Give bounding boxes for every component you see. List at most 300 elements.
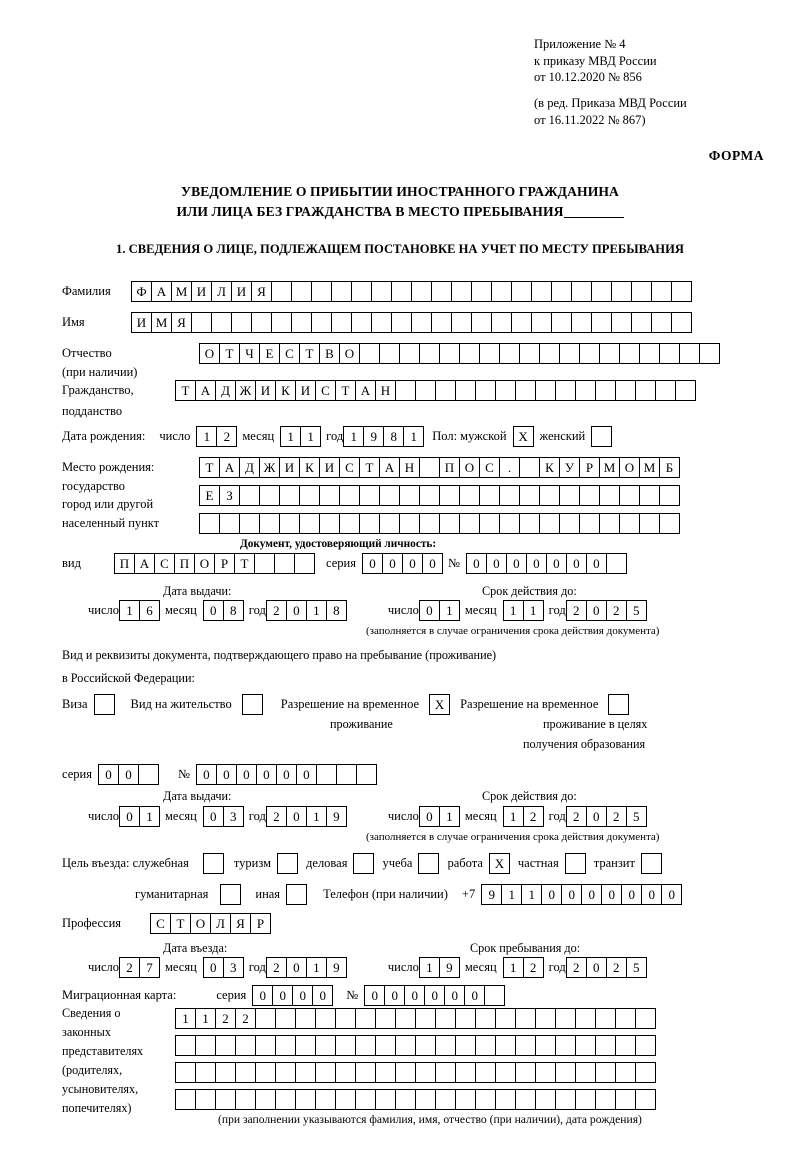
cell[interactable]: [611, 312, 632, 333]
cell[interactable]: 0: [98, 764, 119, 785]
cell[interactable]: 1: [195, 1008, 216, 1029]
id-issue-month-input[interactable]: [203, 600, 243, 621]
cell[interactable]: [555, 1062, 576, 1083]
cell[interactable]: 0: [118, 764, 139, 785]
cell[interactable]: М: [171, 281, 192, 302]
cell[interactable]: [599, 513, 620, 534]
cell[interactable]: С: [279, 343, 300, 364]
cell[interactable]: [379, 513, 400, 534]
cell[interactable]: [415, 380, 436, 401]
cell[interactable]: [255, 1035, 276, 1056]
id-doc-series-input[interactable]: [362, 553, 442, 574]
cell[interactable]: 1: [419, 957, 440, 978]
cell[interactable]: [195, 1062, 216, 1083]
cell[interactable]: [339, 513, 360, 534]
cell[interactable]: 1: [501, 884, 522, 905]
birth-year-input[interactable]: [343, 426, 423, 447]
cell[interactable]: П: [439, 457, 460, 478]
cell[interactable]: Т: [170, 913, 191, 934]
cell[interactable]: [315, 1062, 336, 1083]
cell[interactable]: Н: [375, 380, 396, 401]
cell[interactable]: [559, 485, 580, 506]
cell[interactable]: [475, 1008, 496, 1029]
cell[interactable]: Т: [219, 343, 240, 364]
cell[interactable]: [619, 485, 640, 506]
cell[interactable]: [311, 281, 332, 302]
cell[interactable]: [535, 1089, 556, 1110]
cell[interactable]: К: [275, 380, 296, 401]
cell[interactable]: [475, 1062, 496, 1083]
cell[interactable]: [399, 513, 420, 534]
cell[interactable]: И: [255, 380, 276, 401]
cell[interactable]: [439, 513, 460, 534]
cell[interactable]: [631, 281, 652, 302]
cell[interactable]: [359, 485, 380, 506]
cell[interactable]: [655, 380, 676, 401]
cell[interactable]: 0: [402, 553, 423, 574]
cell[interactable]: [659, 513, 680, 534]
cell[interactable]: [399, 343, 420, 364]
cell[interactable]: 2: [216, 426, 237, 447]
cell[interactable]: 0: [486, 553, 507, 574]
stay-issue-day-input[interactable]: [119, 806, 159, 827]
cell[interactable]: 1: [521, 884, 542, 905]
cell[interactable]: [499, 485, 520, 506]
cell[interactable]: [519, 457, 540, 478]
cell[interactable]: 1: [306, 957, 327, 978]
cell[interactable]: [615, 1089, 636, 1110]
cell[interactable]: Т: [299, 343, 320, 364]
cell[interactable]: [635, 1089, 656, 1110]
cell[interactable]: [531, 312, 552, 333]
cell[interactable]: [275, 1062, 296, 1083]
cell[interactable]: [355, 1062, 376, 1083]
cell[interactable]: 0: [586, 600, 607, 621]
stay-until-month-input[interactable]: [503, 957, 543, 978]
cell[interactable]: [431, 281, 452, 302]
cell[interactable]: [191, 312, 212, 333]
cell[interactable]: И: [131, 312, 152, 333]
legal-rep-input-1[interactable]: [175, 1008, 655, 1029]
cell[interactable]: [355, 1008, 376, 1029]
cell[interactable]: 1: [139, 806, 160, 827]
cell[interactable]: [195, 1035, 216, 1056]
cell[interactable]: С: [479, 457, 500, 478]
cell[interactable]: [415, 1035, 436, 1056]
cell[interactable]: [315, 1089, 336, 1110]
cell[interactable]: [619, 343, 640, 364]
cell[interactable]: [199, 513, 220, 534]
birth-month-input[interactable]: [280, 426, 320, 447]
cell[interactable]: [375, 1035, 396, 1056]
phone-input[interactable]: [481, 884, 681, 905]
purpose-work-checkbox[interactable]: X: [489, 853, 510, 874]
stay-series-input[interactable]: [98, 764, 158, 785]
cell[interactable]: 0: [203, 806, 224, 827]
cell[interactable]: 6: [139, 600, 160, 621]
cell[interactable]: [455, 1035, 476, 1056]
cell[interactable]: [495, 1008, 516, 1029]
cell[interactable]: [419, 457, 440, 478]
cell[interactable]: [495, 1062, 516, 1083]
cell[interactable]: Я: [171, 312, 192, 333]
cell[interactable]: 0: [216, 764, 237, 785]
cell[interactable]: [235, 1035, 256, 1056]
cell[interactable]: [555, 1089, 576, 1110]
cell[interactable]: 2: [606, 806, 627, 827]
cell[interactable]: [335, 1035, 356, 1056]
cell[interactable]: 3: [223, 957, 244, 978]
cell[interactable]: 0: [586, 553, 607, 574]
cell[interactable]: В: [319, 343, 340, 364]
cell[interactable]: О: [459, 457, 480, 478]
cell[interactable]: [294, 553, 315, 574]
cell[interactable]: [415, 1062, 436, 1083]
cell[interactable]: [375, 1062, 396, 1083]
cell[interactable]: [575, 1035, 596, 1056]
cell[interactable]: Д: [215, 380, 236, 401]
cell[interactable]: 0: [203, 600, 224, 621]
purpose-tourism-checkbox[interactable]: [277, 853, 298, 874]
cell[interactable]: [599, 343, 620, 364]
cell[interactable]: [331, 312, 352, 333]
cell[interactable]: 0: [506, 553, 527, 574]
profession-input[interactable]: [150, 913, 270, 934]
cell[interactable]: 0: [601, 884, 622, 905]
cell[interactable]: [255, 1062, 276, 1083]
cell[interactable]: 0: [541, 884, 562, 905]
edu-residence-checkbox[interactable]: [608, 694, 629, 715]
cell[interactable]: 2: [606, 957, 627, 978]
cell[interactable]: 1: [439, 600, 460, 621]
cell[interactable]: [295, 1008, 316, 1029]
id-valid-day-input[interactable]: [419, 600, 459, 621]
cell[interactable]: [475, 1035, 496, 1056]
cell[interactable]: [375, 1008, 396, 1029]
cell[interactable]: 0: [419, 806, 440, 827]
cell[interactable]: З: [219, 485, 240, 506]
cell[interactable]: [519, 513, 540, 534]
cell[interactable]: [399, 485, 420, 506]
cell[interactable]: [615, 1008, 636, 1029]
cell[interactable]: .: [499, 457, 520, 478]
cell[interactable]: [511, 312, 532, 333]
cell[interactable]: 1: [439, 806, 460, 827]
cell[interactable]: [555, 1035, 576, 1056]
cell[interactable]: Ч: [239, 343, 260, 364]
cell[interactable]: Ж: [235, 380, 256, 401]
cell[interactable]: 2: [266, 957, 287, 978]
cell[interactable]: [295, 1089, 316, 1110]
cell[interactable]: [319, 485, 340, 506]
cell[interactable]: [395, 1089, 416, 1110]
cell[interactable]: 8: [383, 426, 404, 447]
cell[interactable]: 0: [422, 553, 443, 574]
cell[interactable]: [271, 281, 292, 302]
cell[interactable]: С: [150, 913, 171, 934]
cell[interactable]: 1: [119, 600, 140, 621]
cell[interactable]: 0: [661, 884, 682, 905]
cell[interactable]: [371, 281, 392, 302]
cell[interactable]: [595, 1008, 616, 1029]
cell[interactable]: Б: [659, 457, 680, 478]
cell[interactable]: 0: [252, 985, 273, 1006]
cell[interactable]: 0: [286, 806, 307, 827]
cell[interactable]: Ф: [131, 281, 152, 302]
cell[interactable]: И: [279, 457, 300, 478]
id-doc-number-input[interactable]: [466, 553, 626, 574]
cell[interactable]: [235, 1062, 256, 1083]
cell[interactable]: 2: [566, 600, 587, 621]
cell[interactable]: М: [599, 457, 620, 478]
cell[interactable]: [315, 1035, 336, 1056]
cell[interactable]: [395, 1062, 416, 1083]
cell[interactable]: [611, 281, 632, 302]
birthplace-line-3-input[interactable]: [199, 513, 679, 534]
cell[interactable]: А: [151, 281, 172, 302]
cell[interactable]: 1: [523, 600, 544, 621]
cell[interactable]: И: [295, 380, 316, 401]
id-doc-kind-input[interactable]: [114, 553, 314, 574]
cell[interactable]: [619, 513, 640, 534]
cell[interactable]: А: [379, 457, 400, 478]
cell[interactable]: [595, 1035, 616, 1056]
cell[interactable]: 2: [566, 806, 587, 827]
cell[interactable]: [419, 343, 440, 364]
cell[interactable]: 2: [235, 1008, 256, 1029]
cell[interactable]: [195, 1089, 216, 1110]
cell[interactable]: [379, 343, 400, 364]
purpose-other-checkbox[interactable]: [286, 884, 307, 905]
cell[interactable]: Е: [259, 343, 280, 364]
cell[interactable]: [635, 1062, 656, 1083]
cell[interactable]: [595, 380, 616, 401]
cell[interactable]: [279, 485, 300, 506]
cell[interactable]: [559, 343, 580, 364]
cell[interactable]: [491, 281, 512, 302]
residence-permit-checkbox[interactable]: [242, 694, 263, 715]
cell[interactable]: [575, 1008, 596, 1029]
cell[interactable]: [259, 513, 280, 534]
cell[interactable]: Я: [230, 913, 251, 934]
cell[interactable]: [415, 1008, 436, 1029]
cell[interactable]: М: [151, 312, 172, 333]
id-valid-month-input[interactable]: [503, 600, 543, 621]
cell[interactable]: [659, 343, 680, 364]
cell[interactable]: [231, 312, 252, 333]
birth-day-input[interactable]: [196, 426, 236, 447]
cell[interactable]: [435, 1008, 456, 1029]
cell[interactable]: 5: [626, 957, 647, 978]
cell[interactable]: 1: [503, 957, 524, 978]
cell[interactable]: [275, 1008, 296, 1029]
cell[interactable]: [475, 1089, 496, 1110]
sex-female-checkbox[interactable]: [591, 426, 612, 447]
cell[interactable]: 0: [296, 764, 317, 785]
cell[interactable]: 1: [300, 426, 321, 447]
cell[interactable]: 0: [364, 985, 385, 1006]
cell[interactable]: [239, 513, 260, 534]
cell[interactable]: 0: [362, 553, 383, 574]
cell[interactable]: [639, 485, 660, 506]
cell[interactable]: [455, 1008, 476, 1029]
cell[interactable]: 2: [523, 806, 544, 827]
purpose-humanitarian-checkbox[interactable]: [220, 884, 241, 905]
cell[interactable]: 0: [546, 553, 567, 574]
cell[interactable]: 7: [139, 957, 160, 978]
cell[interactable]: [219, 513, 240, 534]
cell[interactable]: [591, 281, 612, 302]
cell[interactable]: 1: [503, 806, 524, 827]
cell[interactable]: А: [219, 457, 240, 478]
cell[interactable]: [435, 1089, 456, 1110]
cell[interactable]: [575, 1062, 596, 1083]
cell[interactable]: [335, 1062, 356, 1083]
stay-until-day-input[interactable]: [419, 957, 459, 978]
cell[interactable]: Т: [199, 457, 220, 478]
cell[interactable]: [575, 1089, 596, 1110]
cell[interactable]: [175, 1062, 196, 1083]
cell[interactable]: 9: [439, 957, 460, 978]
cell[interactable]: [336, 764, 357, 785]
cell[interactable]: Н: [399, 457, 420, 478]
cell[interactable]: [471, 281, 492, 302]
cell[interactable]: 0: [464, 985, 485, 1006]
cell[interactable]: И: [191, 281, 212, 302]
cell[interactable]: [539, 343, 560, 364]
cell[interactable]: 0: [561, 884, 582, 905]
cell[interactable]: 0: [119, 806, 140, 827]
cell[interactable]: О: [199, 343, 220, 364]
cell[interactable]: П: [174, 553, 195, 574]
cell[interactable]: [475, 380, 496, 401]
cell[interactable]: Л: [211, 281, 232, 302]
cell[interactable]: 0: [384, 985, 405, 1006]
cell[interactable]: [495, 1089, 516, 1110]
id-issue-day-input[interactable]: [119, 600, 159, 621]
cell[interactable]: [319, 513, 340, 534]
cell[interactable]: [606, 553, 627, 574]
cell[interactable]: 9: [363, 426, 384, 447]
cell[interactable]: [175, 1089, 196, 1110]
cell[interactable]: О: [619, 457, 640, 478]
cell[interactable]: [335, 1008, 356, 1029]
cell[interactable]: Е: [199, 485, 220, 506]
cell[interactable]: [499, 513, 520, 534]
cell[interactable]: 0: [526, 553, 547, 574]
cell[interactable]: О: [194, 553, 215, 574]
cell[interactable]: 1: [503, 600, 524, 621]
purpose-private-checkbox[interactable]: [565, 853, 586, 874]
cell[interactable]: Я: [251, 281, 272, 302]
cell[interactable]: [659, 485, 680, 506]
cell[interactable]: [515, 1008, 536, 1029]
cell[interactable]: [515, 380, 536, 401]
cell[interactable]: 2: [266, 806, 287, 827]
cell[interactable]: 1: [196, 426, 217, 447]
cell[interactable]: [671, 312, 692, 333]
cell[interactable]: [279, 513, 300, 534]
purpose-business-checkbox[interactable]: [353, 853, 374, 874]
cell[interactable]: [595, 1062, 616, 1083]
cell[interactable]: [451, 312, 472, 333]
migration-number-input[interactable]: [364, 985, 504, 1006]
cell[interactable]: [359, 343, 380, 364]
cell[interactable]: С: [339, 457, 360, 478]
cell[interactable]: [535, 1062, 556, 1083]
cell[interactable]: [591, 312, 612, 333]
cell[interactable]: [291, 281, 312, 302]
cell[interactable]: [555, 380, 576, 401]
cell[interactable]: [699, 343, 720, 364]
cell[interactable]: [274, 553, 295, 574]
cell[interactable]: [679, 343, 700, 364]
cell[interactable]: 5: [626, 600, 647, 621]
cell[interactable]: [295, 1062, 316, 1083]
id-valid-year-input[interactable]: [566, 600, 646, 621]
cell[interactable]: А: [134, 553, 155, 574]
cell[interactable]: 1: [306, 600, 327, 621]
cell[interactable]: [635, 1035, 656, 1056]
cell[interactable]: [499, 343, 520, 364]
cell[interactable]: 0: [286, 600, 307, 621]
cell[interactable]: 3: [223, 806, 244, 827]
cell[interactable]: [515, 1089, 536, 1110]
cell[interactable]: [351, 281, 372, 302]
cell[interactable]: Д: [239, 457, 260, 478]
cell[interactable]: 2: [119, 957, 140, 978]
stay-valid-year-input[interactable]: [566, 806, 646, 827]
cell[interactable]: 0: [586, 806, 607, 827]
cell[interactable]: К: [539, 457, 560, 478]
cell[interactable]: 5: [626, 806, 647, 827]
cell[interactable]: [395, 1035, 416, 1056]
cell[interactable]: [415, 1089, 436, 1110]
cell[interactable]: [375, 1089, 396, 1110]
cell[interactable]: [579, 513, 600, 534]
temp-residence-checkbox[interactable]: X: [429, 694, 450, 715]
cell[interactable]: [211, 312, 232, 333]
cell[interactable]: 0: [419, 600, 440, 621]
cell[interactable]: [515, 1035, 536, 1056]
cell[interactable]: [631, 312, 652, 333]
cell[interactable]: П: [114, 553, 135, 574]
cell[interactable]: [595, 1089, 616, 1110]
stay-issue-month-input[interactable]: [203, 806, 243, 827]
cell[interactable]: [615, 1062, 636, 1083]
cell[interactable]: И: [231, 281, 252, 302]
cell[interactable]: [239, 485, 260, 506]
cell[interactable]: [471, 312, 492, 333]
cell[interactable]: [515, 1062, 536, 1083]
cell[interactable]: [215, 1035, 236, 1056]
cell[interactable]: [299, 485, 320, 506]
cell[interactable]: [651, 281, 672, 302]
cell[interactable]: [635, 1008, 656, 1029]
purpose-service-checkbox[interactable]: [203, 853, 224, 874]
cell[interactable]: [259, 485, 280, 506]
cell[interactable]: [215, 1089, 236, 1110]
cell[interactable]: [435, 1035, 456, 1056]
cell[interactable]: 0: [586, 957, 607, 978]
cell[interactable]: [435, 1062, 456, 1083]
cell[interactable]: [419, 513, 440, 534]
cell[interactable]: [615, 1035, 636, 1056]
cell[interactable]: 2: [215, 1008, 236, 1029]
cell[interactable]: [459, 485, 480, 506]
cell[interactable]: [331, 281, 352, 302]
cell[interactable]: 1: [306, 806, 327, 827]
